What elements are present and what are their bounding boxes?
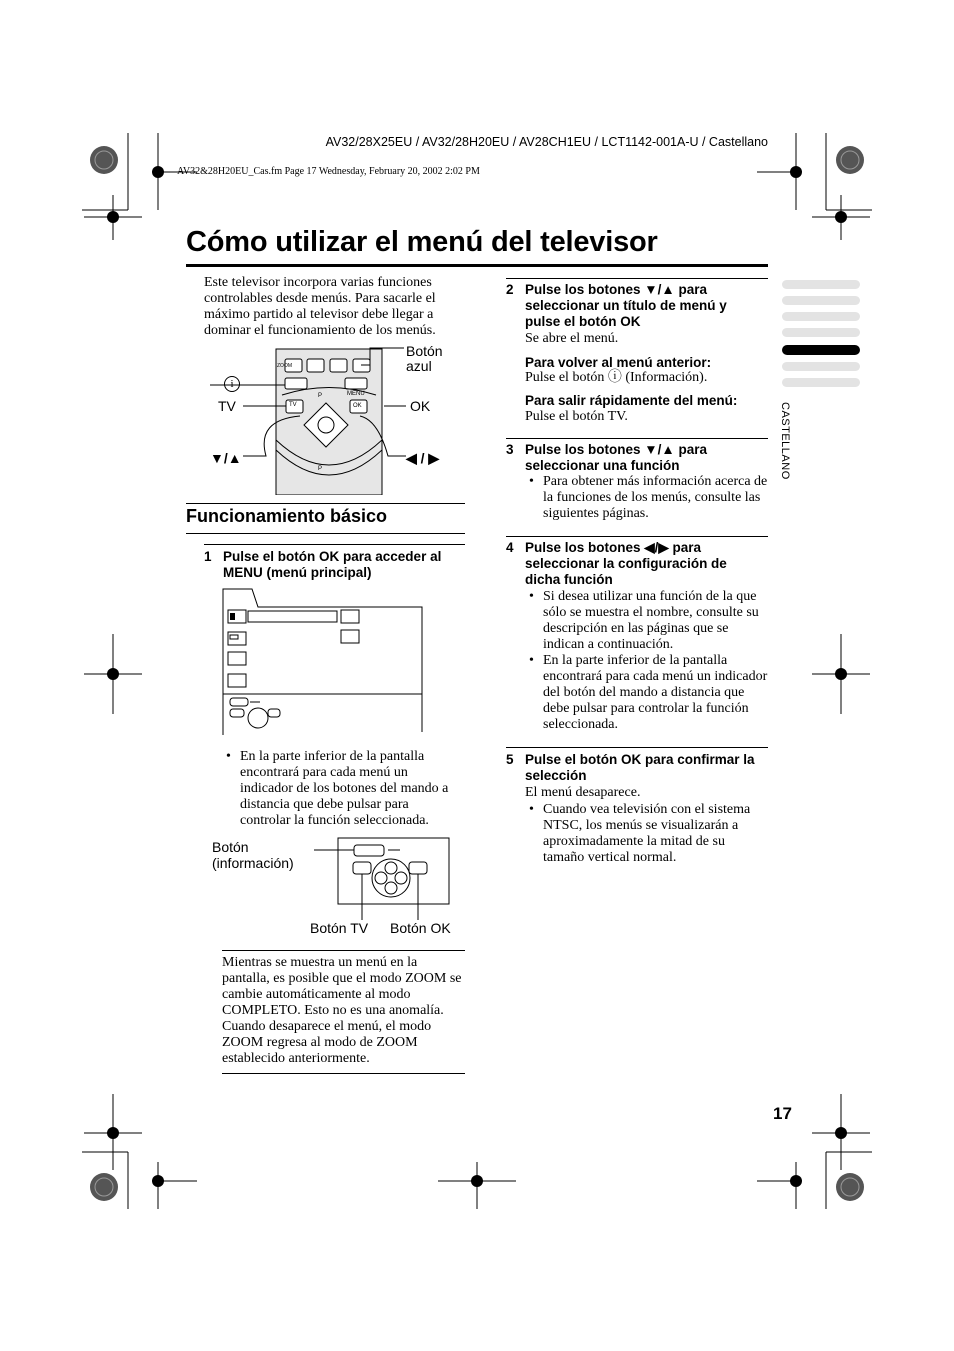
zoom-key: ZOOM: [277, 363, 292, 369]
step5-body: El menú desaparece.: [525, 785, 641, 800]
page-title: Cómo utilizar el menú del televisor: [186, 226, 658, 258]
step-5-number: 5: [506, 752, 514, 767]
salir-body: Pulse el botón TV.: [525, 409, 628, 424]
step4-bullet-block: [525, 589, 768, 733]
step-2: [506, 282, 764, 330]
side-tab-2: [782, 296, 860, 305]
step-1-number: 1: [204, 549, 212, 564]
step-4-text: Pulse los botones ◀/▶ para seleccionar la configuración de dicha función: [525, 540, 727, 587]
step4-rule: [506, 536, 768, 537]
side-tab-7: [782, 378, 860, 387]
step-4-number: 4: [506, 540, 514, 555]
page-number: 17: [773, 1104, 792, 1123]
step3-bullet-block: [525, 474, 768, 522]
label-ok: OK: [410, 398, 431, 414]
side-tab-3: [782, 312, 860, 321]
side-tab-1: [782, 280, 860, 289]
label-boton-tv: Botón TV: [310, 920, 369, 936]
button-guide-diagram: [210, 836, 465, 941]
remote-diagram: [210, 340, 460, 495]
label-boton-info: Botón: [212, 839, 249, 855]
label-tv: TV: [218, 398, 236, 414]
step5-rule: [506, 747, 768, 748]
step3-bullet: • Para obtener más información acerca de la funciones de los menús, consulte las siguientes páginas.: [529, 474, 768, 521]
step2-rule: [506, 278, 768, 279]
step-5: [506, 752, 764, 784]
section-rule-bottom: [186, 533, 465, 534]
label-info-sub: (información): [212, 855, 294, 871]
step1-bullet: • En la parte inferior de la pantalla encontrará para cada menú un indicador de los botones del mando a distancia que debe pulsar para controlar la función seleccionada.: [226, 749, 449, 828]
step4-bullet-2-text: En la parte inferior de la pantalla encontrará para cada menú un indicador del botón del mando a distancia que debe pulsar para controlar la función seleccionada.: [543, 653, 768, 732]
step-2-text: Pulse los botones ▼/▲ para seleccionar un título de menú y pulse el botón OK: [525, 282, 727, 329]
step4-bullet-1: • Si desea utilizar una función de la que sólo se muestra el nombre, consulte su descripción en las páginas que se indican a continuación.: [529, 589, 759, 652]
step-3: [506, 442, 764, 474]
step1-rule: [204, 544, 465, 545]
step3-bullet-text: Para obtener más información acerca de la funciones de los menús, consulte las siguientes páginas.: [543, 474, 768, 521]
info-icon: i: [224, 376, 240, 392]
step-3-text: Pulse los botones ▼/▲ para seleccionar una función: [525, 442, 708, 473]
label-boton-azul: Botón azul: [406, 343, 443, 374]
model-header: AV32/28X25EU / AV32/28H20EU / AV28CH1EU / LCT1142-001A-U / Castellano: [325, 135, 768, 149]
menu-screen-diagram: [222, 588, 424, 736]
volver-body: Pulse el botón ⓘ (Información).: [525, 370, 708, 385]
p-key: P: [318, 393, 323, 399]
zoom-note: Mientras se muestra un menú en la pantalla, es posible que el modo ZOOM se cambie automáticamente al modo COMPLETO. Esto no es una anomalía. Cuando desaparece el menú, el modo ZOOM regresa al modo de ZOOM establecido anteriormente.: [222, 955, 462, 1066]
section-rule-top: [186, 503, 465, 504]
side-tab-4: [782, 328, 860, 337]
tv-key: TV: [289, 402, 297, 408]
p-key-2: P: [318, 466, 323, 472]
step-4: [506, 540, 764, 588]
step5-bullet-text: Cuando vea televisión con el sistema NTSC, los menús se visualizarán a aproximadamente la mitad de su tamaño vertical normal.: [543, 802, 751, 865]
step5-bullet-block: [525, 802, 768, 866]
side-tab-6: [782, 362, 860, 371]
note-rule-bottom: [222, 1073, 465, 1074]
label-updown: ▼/▲: [210, 450, 242, 466]
step-1-text: Pulse el botón OK para acceder al MENU (menú principal): [223, 549, 442, 580]
step4-bullet-2: • En la parte inferior de la pantalla encontrará para cada menú un indicador del botón del mando a distancia que debe pulsar para controlar la función seleccionada.: [529, 653, 768, 732]
step2-body: Se abre el menú.: [525, 331, 619, 346]
step1-bullet-text: En la parte inferior de la pantalla encontrará para cada menú un indicador de los botones del mando a distancia que debe pulsar para controlar la función seleccionada.: [240, 749, 449, 828]
salir-heading: Para salir rápidamente del menú:: [525, 393, 738, 408]
label-boton-ok: Botón OK: [390, 920, 451, 936]
menu-key: MENU: [347, 391, 365, 397]
step-1: [204, 549, 462, 581]
ok-key: OK: [353, 403, 362, 409]
step5-bullet: • Cuando vea televisión con el sistema NTSC, los menús se visualizarán a aproximadamente la mitad de su tamaño vertical normal.: [529, 802, 751, 865]
step3-rule: [506, 438, 768, 439]
step-2-number: 2: [506, 282, 514, 297]
label-leftright: ◀ / ▶: [406, 450, 440, 466]
title-rule: [186, 264, 768, 267]
step-5-text: Pulse el botón OK para confirmar la selección: [525, 752, 755, 783]
step-3-number: 3: [506, 442, 514, 457]
step4-bullet-1-text: Si desea utilizar una función de la que sólo se muestra el nombre, consulte su descripción en las páginas que se indican a continuación.: [543, 589, 759, 652]
side-tab-label: CASTELLANO: [779, 402, 791, 480]
section-heading: Funcionamiento básico: [186, 506, 388, 526]
step1-bullet-block: [222, 749, 462, 829]
note-rule-top: [222, 950, 465, 951]
file-info: AV32&28H20EU_Cas.fm Page 17 Wednesday, February 20, 2002 2:02 PM: [177, 166, 480, 177]
volver-heading: Para volver al menú anterior:: [525, 355, 712, 370]
side-tab-active: [782, 345, 860, 355]
intro-paragraph: Este televisor incorpora varias funciones controlables desde menús. Para sacarle el máximo partido al televisor debe llegar a dominar el funcionamiento de los menús.: [204, 275, 436, 338]
